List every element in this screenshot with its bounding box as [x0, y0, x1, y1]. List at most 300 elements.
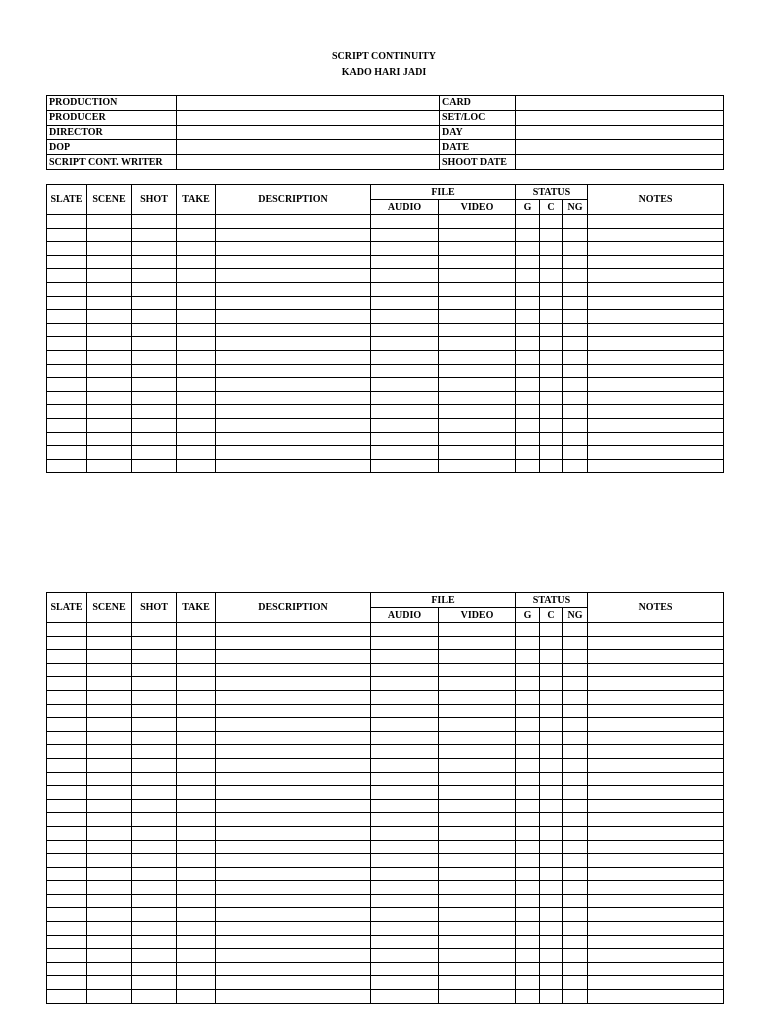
status-ng-cell[interactable] — [563, 323, 588, 337]
video-cell[interactable] — [439, 650, 516, 664]
scene-cell[interactable] — [87, 310, 132, 324]
video-cell[interactable] — [439, 296, 516, 310]
audio-cell[interactable] — [371, 704, 439, 718]
slate-cell[interactable] — [47, 282, 87, 296]
take-cell[interactable] — [177, 813, 216, 827]
scene-cell[interactable] — [87, 650, 132, 664]
shot-cell[interactable] — [132, 296, 177, 310]
status-c-cell[interactable] — [540, 772, 563, 786]
status-c-cell[interactable] — [540, 704, 563, 718]
description-cell[interactable] — [216, 623, 371, 637]
status-c-cell[interactable] — [540, 799, 563, 813]
scene-cell[interactable] — [87, 350, 132, 364]
status-g-cell[interactable] — [516, 663, 540, 677]
shot-cell[interactable] — [132, 704, 177, 718]
notes-cell[interactable] — [588, 405, 724, 419]
description-cell[interactable] — [216, 282, 371, 296]
audio-cell[interactable] — [371, 446, 439, 460]
scene-cell[interactable] — [87, 840, 132, 854]
audio-cell[interactable] — [371, 813, 439, 827]
status-ng-cell[interactable] — [563, 391, 588, 405]
description-cell[interactable] — [216, 677, 371, 691]
take-cell[interactable] — [177, 391, 216, 405]
scene-cell[interactable] — [87, 418, 132, 432]
description-cell[interactable] — [216, 949, 371, 963]
audio-cell[interactable] — [371, 799, 439, 813]
shot-cell[interactable] — [132, 623, 177, 637]
description-cell[interactable] — [216, 269, 371, 283]
shot-cell[interactable] — [132, 350, 177, 364]
audio-cell[interactable] — [371, 282, 439, 296]
scene-cell[interactable] — [87, 935, 132, 949]
video-cell[interactable] — [439, 677, 516, 691]
scene-cell[interactable] — [87, 337, 132, 351]
status-g-cell[interactable] — [516, 758, 540, 772]
scene-cell[interactable] — [87, 854, 132, 868]
notes-cell[interactable] — [588, 704, 724, 718]
status-g-cell[interactable] — [516, 745, 540, 759]
status-g-cell[interactable] — [516, 908, 540, 922]
scene-cell[interactable] — [87, 215, 132, 229]
status-ng-cell[interactable] — [563, 255, 588, 269]
video-cell[interactable] — [439, 758, 516, 772]
slate-cell[interactable] — [47, 228, 87, 242]
status-ng-cell[interactable] — [563, 364, 588, 378]
audio-cell[interactable] — [371, 378, 439, 392]
description-cell[interactable] — [216, 786, 371, 800]
take-cell[interactable] — [177, 636, 216, 650]
status-c-cell[interactable] — [540, 446, 563, 460]
video-cell[interactable] — [439, 894, 516, 908]
notes-cell[interactable] — [588, 799, 724, 813]
audio-cell[interactable] — [371, 718, 439, 732]
audio-cell[interactable] — [371, 350, 439, 364]
slate-cell[interactable] — [47, 677, 87, 691]
status-c-cell[interactable] — [540, 337, 563, 351]
status-c-cell[interactable] — [540, 405, 563, 419]
scene-cell[interactable] — [87, 323, 132, 337]
info-field[interactable] — [516, 140, 724, 155]
slate-cell[interactable] — [47, 976, 87, 990]
notes-cell[interactable] — [588, 772, 724, 786]
status-c-cell[interactable] — [540, 786, 563, 800]
video-cell[interactable] — [439, 690, 516, 704]
status-g-cell[interactable] — [516, 459, 540, 473]
status-c-cell[interactable] — [540, 228, 563, 242]
status-g-cell[interactable] — [516, 690, 540, 704]
slate-cell[interactable] — [47, 881, 87, 895]
notes-cell[interactable] — [588, 446, 724, 460]
take-cell[interactable] — [177, 840, 216, 854]
shot-cell[interactable] — [132, 432, 177, 446]
description-cell[interactable] — [216, 867, 371, 881]
audio-cell[interactable] — [371, 636, 439, 650]
description-cell[interactable] — [216, 446, 371, 460]
audio-cell[interactable] — [371, 310, 439, 324]
status-ng-cell[interactable] — [563, 459, 588, 473]
audio-cell[interactable] — [371, 296, 439, 310]
status-g-cell[interactable] — [516, 310, 540, 324]
shot-cell[interactable] — [132, 990, 177, 1004]
audio-cell[interactable] — [371, 323, 439, 337]
description-cell[interactable] — [216, 976, 371, 990]
status-ng-cell[interactable] — [563, 350, 588, 364]
description-cell[interactable] — [216, 650, 371, 664]
description-cell[interactable] — [216, 894, 371, 908]
audio-cell[interactable] — [371, 840, 439, 854]
info-field[interactable] — [516, 155, 724, 170]
description-cell[interactable] — [216, 826, 371, 840]
video-cell[interactable] — [439, 854, 516, 868]
notes-cell[interactable] — [588, 922, 724, 936]
take-cell[interactable] — [177, 337, 216, 351]
description-cell[interactable] — [216, 378, 371, 392]
audio-cell[interactable] — [371, 908, 439, 922]
audio-cell[interactable] — [371, 418, 439, 432]
status-g-cell[interactable] — [516, 242, 540, 256]
status-g-cell[interactable] — [516, 922, 540, 936]
video-cell[interactable] — [439, 881, 516, 895]
status-g-cell[interactable] — [516, 405, 540, 419]
notes-cell[interactable] — [588, 364, 724, 378]
audio-cell[interactable] — [371, 228, 439, 242]
status-ng-cell[interactable] — [563, 704, 588, 718]
take-cell[interactable] — [177, 623, 216, 637]
shot-cell[interactable] — [132, 894, 177, 908]
description-cell[interactable] — [216, 405, 371, 419]
shot-cell[interactable] — [132, 813, 177, 827]
audio-cell[interactable] — [371, 962, 439, 976]
status-c-cell[interactable] — [540, 255, 563, 269]
scene-cell[interactable] — [87, 378, 132, 392]
scene-cell[interactable] — [87, 364, 132, 378]
notes-cell[interactable] — [588, 881, 724, 895]
audio-cell[interactable] — [371, 867, 439, 881]
notes-cell[interactable] — [588, 962, 724, 976]
description-cell[interactable] — [216, 935, 371, 949]
description-cell[interactable] — [216, 255, 371, 269]
audio-cell[interactable] — [371, 854, 439, 868]
shot-cell[interactable] — [132, 854, 177, 868]
status-ng-cell[interactable] — [563, 976, 588, 990]
description-cell[interactable] — [216, 364, 371, 378]
video-cell[interactable] — [439, 718, 516, 732]
scene-cell[interactable] — [87, 745, 132, 759]
video-cell[interactable] — [439, 364, 516, 378]
audio-cell[interactable] — [371, 623, 439, 637]
status-g-cell[interactable] — [516, 418, 540, 432]
notes-cell[interactable] — [588, 677, 724, 691]
scene-cell[interactable] — [87, 663, 132, 677]
take-cell[interactable] — [177, 745, 216, 759]
notes-cell[interactable] — [588, 242, 724, 256]
notes-cell[interactable] — [588, 976, 724, 990]
description-cell[interactable] — [216, 962, 371, 976]
slate-cell[interactable] — [47, 962, 87, 976]
video-cell[interactable] — [439, 378, 516, 392]
shot-cell[interactable] — [132, 323, 177, 337]
status-g-cell[interactable] — [516, 704, 540, 718]
description-cell[interactable] — [216, 772, 371, 786]
shot-cell[interactable] — [132, 731, 177, 745]
take-cell[interactable] — [177, 990, 216, 1004]
slate-cell[interactable] — [47, 949, 87, 963]
notes-cell[interactable] — [588, 337, 724, 351]
status-g-cell[interactable] — [516, 378, 540, 392]
video-cell[interactable] — [439, 935, 516, 949]
shot-cell[interactable] — [132, 446, 177, 460]
shot-cell[interactable] — [132, 745, 177, 759]
notes-cell[interactable] — [588, 854, 724, 868]
slate-cell[interactable] — [47, 323, 87, 337]
audio-cell[interactable] — [371, 242, 439, 256]
audio-cell[interactable] — [371, 758, 439, 772]
take-cell[interactable] — [177, 786, 216, 800]
status-ng-cell[interactable] — [563, 962, 588, 976]
shot-cell[interactable] — [132, 949, 177, 963]
audio-cell[interactable] — [371, 949, 439, 963]
status-c-cell[interactable] — [540, 881, 563, 895]
scene-cell[interactable] — [87, 894, 132, 908]
status-ng-cell[interactable] — [563, 337, 588, 351]
scene-cell[interactable] — [87, 976, 132, 990]
take-cell[interactable] — [177, 242, 216, 256]
slate-cell[interactable] — [47, 418, 87, 432]
shot-cell[interactable] — [132, 758, 177, 772]
status-ng-cell[interactable] — [563, 772, 588, 786]
slate-cell[interactable] — [47, 337, 87, 351]
take-cell[interactable] — [177, 650, 216, 664]
take-cell[interactable] — [177, 255, 216, 269]
shot-cell[interactable] — [132, 242, 177, 256]
slate-cell[interactable] — [47, 908, 87, 922]
take-cell[interactable] — [177, 350, 216, 364]
info-field[interactable] — [177, 155, 440, 170]
notes-cell[interactable] — [588, 894, 724, 908]
shot-cell[interactable] — [132, 337, 177, 351]
description-cell[interactable] — [216, 663, 371, 677]
status-g-cell[interactable] — [516, 772, 540, 786]
take-cell[interactable] — [177, 663, 216, 677]
video-cell[interactable] — [439, 282, 516, 296]
audio-cell[interactable] — [371, 786, 439, 800]
notes-cell[interactable] — [588, 663, 724, 677]
scene-cell[interactable] — [87, 282, 132, 296]
description-cell[interactable] — [216, 881, 371, 895]
scene-cell[interactable] — [87, 908, 132, 922]
take-cell[interactable] — [177, 364, 216, 378]
video-cell[interactable] — [439, 731, 516, 745]
notes-cell[interactable] — [588, 459, 724, 473]
slate-cell[interactable] — [47, 772, 87, 786]
video-cell[interactable] — [439, 786, 516, 800]
status-ng-cell[interactable] — [563, 908, 588, 922]
take-cell[interactable] — [177, 799, 216, 813]
status-c-cell[interactable] — [540, 731, 563, 745]
video-cell[interactable] — [439, 623, 516, 637]
status-c-cell[interactable] — [540, 242, 563, 256]
status-c-cell[interactable] — [540, 867, 563, 881]
scene-cell[interactable] — [87, 758, 132, 772]
description-cell[interactable] — [216, 690, 371, 704]
status-c-cell[interactable] — [540, 269, 563, 283]
status-ng-cell[interactable] — [563, 718, 588, 732]
video-cell[interactable] — [439, 310, 516, 324]
video-cell[interactable] — [439, 636, 516, 650]
audio-cell[interactable] — [371, 731, 439, 745]
status-ng-cell[interactable] — [563, 799, 588, 813]
status-g-cell[interactable] — [516, 364, 540, 378]
status-g-cell[interactable] — [516, 826, 540, 840]
scene-cell[interactable] — [87, 269, 132, 283]
status-ng-cell[interactable] — [563, 269, 588, 283]
shot-cell[interactable] — [132, 378, 177, 392]
take-cell[interactable] — [177, 296, 216, 310]
status-ng-cell[interactable] — [563, 758, 588, 772]
status-ng-cell[interactable] — [563, 446, 588, 460]
status-c-cell[interactable] — [540, 894, 563, 908]
status-ng-cell[interactable] — [563, 677, 588, 691]
status-ng-cell[interactable] — [563, 867, 588, 881]
status-c-cell[interactable] — [540, 990, 563, 1004]
status-ng-cell[interactable] — [563, 310, 588, 324]
status-c-cell[interactable] — [540, 935, 563, 949]
status-ng-cell[interactable] — [563, 854, 588, 868]
description-cell[interactable] — [216, 391, 371, 405]
slate-cell[interactable] — [47, 364, 87, 378]
notes-cell[interactable] — [588, 690, 724, 704]
status-c-cell[interactable] — [540, 296, 563, 310]
status-ng-cell[interactable] — [563, 690, 588, 704]
notes-cell[interactable] — [588, 623, 724, 637]
audio-cell[interactable] — [371, 745, 439, 759]
description-cell[interactable] — [216, 337, 371, 351]
audio-cell[interactable] — [371, 935, 439, 949]
description-cell[interactable] — [216, 228, 371, 242]
slate-cell[interactable] — [47, 663, 87, 677]
shot-cell[interactable] — [132, 663, 177, 677]
scene-cell[interactable] — [87, 677, 132, 691]
description-cell[interactable] — [216, 459, 371, 473]
status-g-cell[interactable] — [516, 215, 540, 229]
status-ng-cell[interactable] — [563, 636, 588, 650]
shot-cell[interactable] — [132, 677, 177, 691]
description-cell[interactable] — [216, 432, 371, 446]
notes-cell[interactable] — [588, 282, 724, 296]
slate-cell[interactable] — [47, 690, 87, 704]
slate-cell[interactable] — [47, 758, 87, 772]
slate-cell[interactable] — [47, 745, 87, 759]
shot-cell[interactable] — [132, 935, 177, 949]
notes-cell[interactable] — [588, 826, 724, 840]
scene-cell[interactable] — [87, 772, 132, 786]
slate-cell[interactable] — [47, 826, 87, 840]
shot-cell[interactable] — [132, 799, 177, 813]
status-ng-cell[interactable] — [563, 826, 588, 840]
description-cell[interactable] — [216, 350, 371, 364]
notes-cell[interactable] — [588, 636, 724, 650]
video-cell[interactable] — [439, 772, 516, 786]
take-cell[interactable] — [177, 459, 216, 473]
video-cell[interactable] — [439, 745, 516, 759]
video-cell[interactable] — [439, 826, 516, 840]
description-cell[interactable] — [216, 799, 371, 813]
shot-cell[interactable] — [132, 282, 177, 296]
status-g-cell[interactable] — [516, 718, 540, 732]
shot-cell[interactable] — [132, 215, 177, 229]
shot-cell[interactable] — [132, 718, 177, 732]
notes-cell[interactable] — [588, 378, 724, 392]
status-c-cell[interactable] — [540, 364, 563, 378]
audio-cell[interactable] — [371, 772, 439, 786]
status-c-cell[interactable] — [540, 976, 563, 990]
video-cell[interactable] — [439, 337, 516, 351]
shot-cell[interactable] — [132, 962, 177, 976]
info-field[interactable] — [516, 96, 724, 111]
audio-cell[interactable] — [371, 215, 439, 229]
notes-cell[interactable] — [588, 745, 724, 759]
take-cell[interactable] — [177, 731, 216, 745]
slate-cell[interactable] — [47, 215, 87, 229]
status-c-cell[interactable] — [540, 962, 563, 976]
take-cell[interactable] — [177, 446, 216, 460]
status-c-cell[interactable] — [540, 623, 563, 637]
take-cell[interactable] — [177, 935, 216, 949]
description-cell[interactable] — [216, 242, 371, 256]
audio-cell[interactable] — [371, 459, 439, 473]
status-g-cell[interactable] — [516, 296, 540, 310]
status-c-cell[interactable] — [540, 922, 563, 936]
status-c-cell[interactable] — [540, 323, 563, 337]
audio-cell[interactable] — [371, 364, 439, 378]
take-cell[interactable] — [177, 718, 216, 732]
take-cell[interactable] — [177, 881, 216, 895]
scene-cell[interactable] — [87, 432, 132, 446]
scene-cell[interactable] — [87, 990, 132, 1004]
take-cell[interactable] — [177, 323, 216, 337]
take-cell[interactable] — [177, 854, 216, 868]
status-g-cell[interactable] — [516, 432, 540, 446]
take-cell[interactable] — [177, 704, 216, 718]
status-ng-cell[interactable] — [563, 786, 588, 800]
status-c-cell[interactable] — [540, 854, 563, 868]
scene-cell[interactable] — [87, 786, 132, 800]
notes-cell[interactable] — [588, 731, 724, 745]
scene-cell[interactable] — [87, 690, 132, 704]
notes-cell[interactable] — [588, 813, 724, 827]
scene-cell[interactable] — [87, 731, 132, 745]
slate-cell[interactable] — [47, 459, 87, 473]
slate-cell[interactable] — [47, 718, 87, 732]
audio-cell[interactable] — [371, 650, 439, 664]
slate-cell[interactable] — [47, 854, 87, 868]
status-g-cell[interactable] — [516, 935, 540, 949]
info-field[interactable] — [177, 110, 440, 125]
status-ng-cell[interactable] — [563, 242, 588, 256]
scene-cell[interactable] — [87, 446, 132, 460]
audio-cell[interactable] — [371, 894, 439, 908]
take-cell[interactable] — [177, 418, 216, 432]
status-g-cell[interactable] — [516, 677, 540, 691]
notes-cell[interactable] — [588, 432, 724, 446]
take-cell[interactable] — [177, 215, 216, 229]
notes-cell[interactable] — [588, 323, 724, 337]
shot-cell[interactable] — [132, 255, 177, 269]
description-cell[interactable] — [216, 636, 371, 650]
status-g-cell[interactable] — [516, 228, 540, 242]
info-field[interactable] — [177, 125, 440, 140]
description-cell[interactable] — [216, 731, 371, 745]
